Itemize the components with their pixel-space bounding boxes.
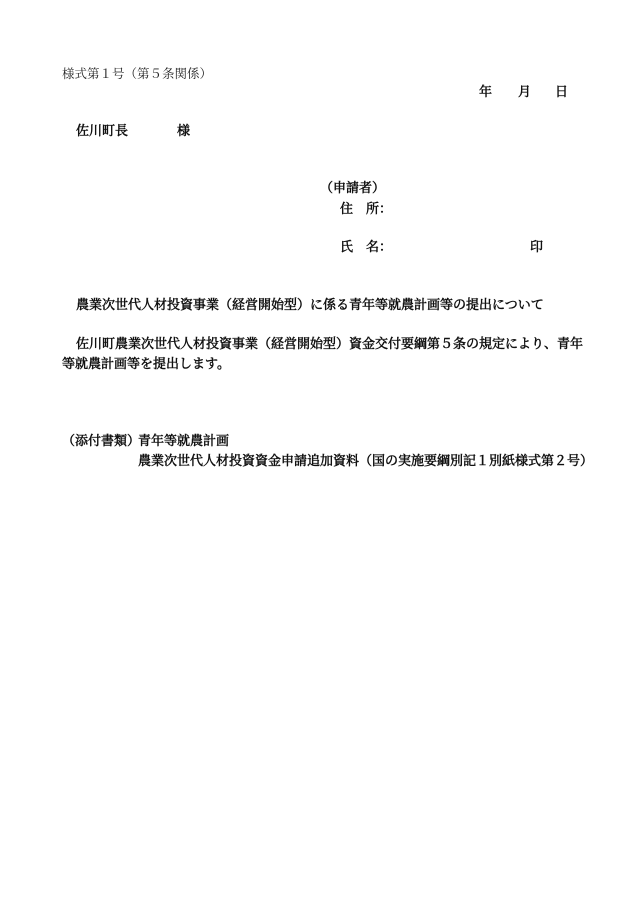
applicant-name-label: 氏 名： — [340, 240, 393, 255]
form-number: 様式第１号（第５条関係） — [62, 66, 213, 81]
date-year: 年 — [479, 85, 493, 100]
applicant-address-label: 住 所： — [340, 202, 393, 217]
attachment-item-1: 青年等就農計画 — [138, 434, 230, 449]
addressee-honorific: 様 — [177, 124, 191, 139]
applicant-label: （申請者） — [320, 181, 386, 196]
document-subject: 農業次世代人材投資事業（経営開始型）に係る青年等就農計画等の提出について — [76, 298, 544, 313]
body-line-1: 佐川町農業次世代人材投資事業（経営開始型）資金交付要綱第５条の規定により、青年 — [76, 337, 584, 352]
date-day: 日 — [555, 85, 569, 100]
seal-mark: 印 — [530, 240, 544, 255]
attachments-label: （添付書類） — [62, 434, 141, 449]
body-line-2: 等就農計画等を提出します。 — [62, 357, 230, 372]
attachment-item-2: 農業次世代人材投資資金申請追加資料（国の実施要綱別記１別紙様式第２号） — [138, 454, 594, 469]
date-month: 月 — [518, 85, 532, 100]
addressee-name: 佐川町長 — [76, 124, 129, 139]
